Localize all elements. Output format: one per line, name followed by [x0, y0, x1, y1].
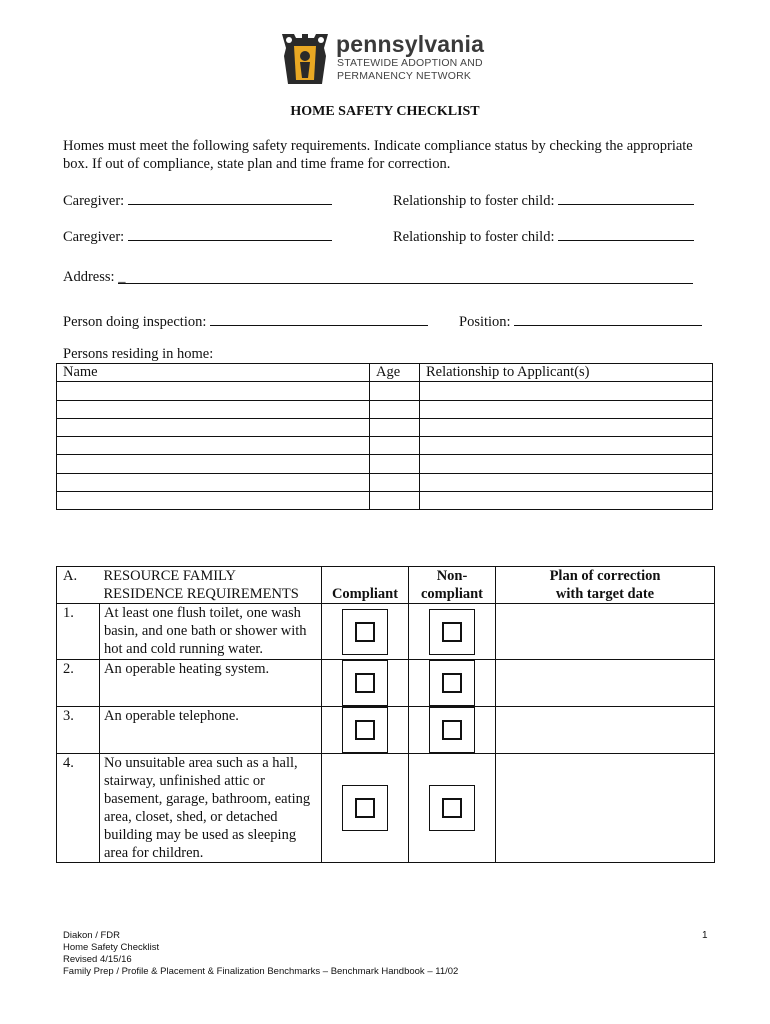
- logo-subtitle-line2: PERMANENCY NETWORK: [337, 70, 472, 82]
- page-title: HOME SAFETY CHECKLIST: [290, 104, 480, 119]
- noncompliant-checkbox-wrap: [409, 707, 495, 753]
- position-field: [459, 311, 702, 331]
- compliant-checkbox[interactable]: [355, 673, 375, 693]
- noncompliant-cell: [409, 604, 496, 660]
- col-age-header: Age: [370, 364, 420, 382]
- requirement-row: [57, 707, 715, 754]
- person-row: [57, 455, 713, 473]
- person-age-cell[interactable]: [370, 455, 420, 473]
- pa-san-logo: [280, 30, 500, 90]
- caregiver-2-field: [63, 226, 332, 246]
- footer-doc: Home Safety Checklist: [63, 942, 160, 953]
- address-input[interactable]: [118, 269, 693, 284]
- compliant-checkbox-wrap: [322, 707, 408, 753]
- requirement-text: An operable heating system.: [100, 660, 322, 707]
- plan-header-l1: Plan of correction: [549, 568, 661, 584]
- compliant-checkbox-wrap: [322, 609, 408, 655]
- col-relationship-header: Relationship to Applicant(s): [420, 364, 713, 382]
- person-age-cell[interactable]: [370, 473, 420, 491]
- footer-handbook: Family Prep / Profile & Placement & Finalization Benchmarks – Benchmark Handbook – 11/02: [63, 966, 459, 977]
- logo-subtitle-line1: STATEWIDE ADOPTION AND: [337, 57, 483, 69]
- person-relationship-cell[interactable]: [420, 455, 713, 473]
- noncompliant-cell: [409, 754, 496, 863]
- plan-header-l2: with target date: [555, 586, 655, 602]
- person-relationship-cell[interactable]: [420, 400, 713, 418]
- noncompliant-checkbox-frame: [429, 660, 475, 706]
- person-name-cell[interactable]: [57, 400, 370, 418]
- person-row: [57, 382, 713, 400]
- relationship-1-label: Relationship to foster child:: [393, 193, 555, 209]
- person-age-cell[interactable]: [370, 437, 420, 455]
- requirements-header-row: [57, 567, 715, 604]
- caregiver-1-field: [63, 190, 332, 210]
- requirement-row: [57, 604, 715, 660]
- footer-revised: Revised 4/15/16: [63, 954, 132, 965]
- noncompliant-checkbox[interactable]: [442, 622, 462, 642]
- caregiver-1-label: Caregiver:: [63, 193, 125, 209]
- relationship-2-input[interactable]: [558, 226, 694, 241]
- person-relationship-cell[interactable]: [420, 382, 713, 400]
- col-name-header: Name: [57, 364, 370, 382]
- requirements-table: [56, 566, 715, 863]
- requirement-text: No unsuitable area such as a hall, stairway, unfinished attic or basement, garage, bathroom, eating area, closet, shed, or detached building may be used as sleeping area for children.: [100, 754, 322, 863]
- person-row: [57, 400, 713, 418]
- position-label: Position:: [459, 314, 511, 330]
- compliant-cell: [322, 707, 409, 754]
- compliant-cell: [322, 754, 409, 863]
- noncompliant-checkbox-frame: [429, 707, 475, 753]
- noncompliant-cell: [409, 707, 496, 754]
- relationship-2-field: [393, 226, 694, 246]
- persons-table: [56, 363, 713, 510]
- person-name-cell[interactable]: [57, 473, 370, 491]
- noncompliant-checkbox[interactable]: [442, 673, 462, 693]
- noncompliant-header-l1: Non-: [436, 568, 468, 584]
- inspector-field: [63, 311, 428, 331]
- relationship-1-field: [393, 190, 694, 210]
- compliant-checkbox-wrap: [322, 660, 408, 706]
- person-name-cell[interactable]: [57, 418, 370, 436]
- plan-of-correction-cell[interactable]: [496, 660, 715, 707]
- address-value: _: [118, 269, 126, 285]
- person-age-cell[interactable]: [370, 382, 420, 400]
- compliant-checkbox[interactable]: [355, 622, 375, 642]
- noncompliant-checkbox-wrap: [409, 609, 495, 655]
- plan-of-correction-cell[interactable]: [496, 754, 715, 863]
- requirement-row: [57, 754, 715, 863]
- caregiver-2-label: Caregiver:: [63, 229, 125, 245]
- person-name-cell[interactable]: [57, 492, 370, 510]
- person-relationship-cell[interactable]: [420, 473, 713, 491]
- intro-text: Homes must meet the following safety requirements. Indicate compliance status by checking the appropriate box. If out of compliance, state plan and time frame for correction.: [63, 138, 693, 172]
- noncompliant-header: [409, 567, 496, 604]
- logo-subtitle: [337, 57, 483, 83]
- relationship-1-input[interactable]: [558, 190, 694, 205]
- person-relationship-cell[interactable]: [420, 418, 713, 436]
- compliant-checkbox[interactable]: [355, 720, 375, 740]
- person-age-cell[interactable]: [370, 492, 420, 510]
- compliant-cell: [322, 604, 409, 660]
- position-input[interactable]: [514, 311, 702, 326]
- noncompliant-checkbox-wrap: [409, 785, 495, 831]
- noncompliant-checkbox-wrap: [409, 660, 495, 706]
- person-relationship-cell[interactable]: [420, 437, 713, 455]
- plan-of-correction-cell[interactable]: [496, 707, 715, 754]
- compliant-checkbox-frame: [342, 660, 388, 706]
- person-age-cell[interactable]: [370, 400, 420, 418]
- requirement-row: [57, 660, 715, 707]
- page-number: 1: [702, 930, 708, 941]
- caregiver-2-input[interactable]: [128, 226, 332, 241]
- person-row: [57, 437, 713, 455]
- person-row: [57, 492, 713, 510]
- plan-of-correction-cell[interactable]: [496, 604, 715, 660]
- noncompliant-header-l2: compliant: [420, 586, 484, 602]
- section-letter: A.: [57, 567, 100, 604]
- person-relationship-cell[interactable]: [420, 492, 713, 510]
- relationship-2-label: Relationship to foster child:: [393, 229, 555, 245]
- logo-wordmark: pennsylvania: [336, 31, 485, 57]
- inspector-label: Person doing inspection:: [63, 314, 207, 330]
- footer-org: Diakon / FDR: [63, 930, 121, 941]
- persons-label: Persons residing in home:: [63, 346, 214, 362]
- section-title: RESOURCE FAMILY RESIDENCE REQUIREMENTS: [100, 567, 322, 604]
- compliant-checkbox-wrap: [322, 785, 408, 831]
- compliant-header: Compliant: [322, 567, 409, 604]
- plan-header: [496, 567, 715, 604]
- noncompliant-checkbox[interactable]: [442, 720, 462, 740]
- requirement-number: 4.: [57, 754, 100, 863]
- compliant-checkbox-frame: [342, 707, 388, 753]
- person-name-cell[interactable]: [57, 455, 370, 473]
- compliant-checkbox-frame: [342, 785, 388, 831]
- compliant-cell: [322, 660, 409, 707]
- requirement-number: 1.: [57, 604, 100, 660]
- noncompliant-checkbox[interactable]: [442, 798, 462, 818]
- noncompliant-checkbox-frame: [429, 785, 475, 831]
- address-field: [63, 269, 693, 286]
- inspector-input[interactable]: [210, 311, 428, 326]
- requirement-number: 3.: [57, 707, 100, 754]
- address-label: Address:: [63, 269, 115, 285]
- persons-header-row: [57, 364, 713, 382]
- keystone-logo-icon: [280, 32, 330, 86]
- caregiver-1-input[interactable]: [128, 190, 332, 205]
- requirement-text: An operable telephone.: [100, 707, 322, 754]
- footer: [63, 930, 458, 978]
- noncompliant-checkbox-frame: [429, 609, 475, 655]
- person-name-cell[interactable]: [57, 382, 370, 400]
- person-age-cell[interactable]: [370, 418, 420, 436]
- requirement-number: 2.: [57, 660, 100, 707]
- person-row: [57, 418, 713, 436]
- person-name-cell[interactable]: [57, 437, 370, 455]
- compliant-checkbox[interactable]: [355, 798, 375, 818]
- person-row: [57, 473, 713, 491]
- compliant-checkbox-frame: [342, 609, 388, 655]
- noncompliant-cell: [409, 660, 496, 707]
- requirement-text: At least one flush toilet, one wash basin, and one bath or shower with hot and cold running water.: [100, 604, 322, 660]
